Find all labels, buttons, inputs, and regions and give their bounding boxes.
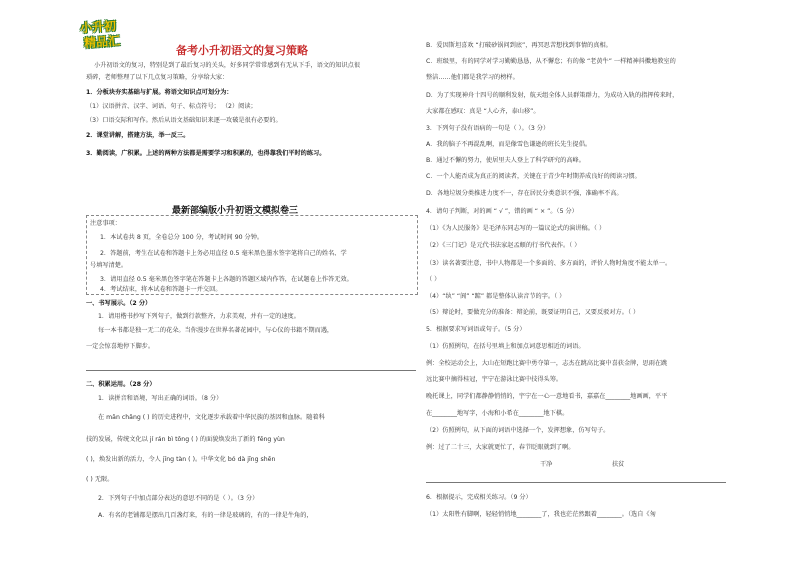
section-1-line: 每一本书都是独一无二的花朵。当你漫步在世界名著花园中，与心仪的书籍不期而遇， bbox=[98, 327, 334, 334]
strategy-item: 1．分板块夯实基础与扩展。将语文知识点可划分为： bbox=[86, 89, 233, 96]
notice-line: 1．本试卷共 8 页，全卷总分 100 分，考试时间 90 分钟。 bbox=[100, 234, 264, 241]
question-2: 2．下列句子中加点部分表达的意思不同的是（ ）。（3 分） bbox=[98, 495, 259, 502]
question-5-item: （1）仿照例句，在括号里填上和加点词意思相近的词语。 bbox=[426, 343, 585, 350]
strategy-item: （1）汉语拼音、汉字、词语、句子、标点符号； （2）阅读； bbox=[86, 103, 257, 110]
question-4-item: （4）“纨” “阆” “踮” 都是整体认读音节的字。（ ） bbox=[426, 293, 566, 300]
intro-line: 琐碎，老师整理了以下几点复习策略，分享给大家： bbox=[86, 74, 229, 81]
word-choice-2: 扶贫 bbox=[612, 461, 625, 468]
right-line: 整洁……他们都是我学习的榜样。 bbox=[426, 74, 519, 81]
logo-line-2: 精品汇 bbox=[83, 33, 121, 51]
right-line: 大家都在感叹：真是 “人心齐，泰山移”。 bbox=[426, 108, 540, 115]
strategy-title: 备考小升初语文的复习策略 bbox=[176, 44, 308, 57]
section-1-heading: 一、书写展示。（2 分） bbox=[86, 300, 152, 307]
logo-line-1: 小升初 bbox=[79, 18, 117, 36]
fill-line: 晚托课上，同学们都静静悄悄的，宇宁在一心一意地看书，嘉嘉在________地画画，平平 bbox=[426, 393, 668, 400]
notice-line: 号填写清楚。 bbox=[90, 262, 128, 269]
fill-line: 在________地写字，小海和小希在________地下棋。 bbox=[426, 410, 569, 417]
question-1-line: ( )，焕发出新的活力，令人 jīng tàn ( )。中华文化 bó dà jīng shēn bbox=[86, 456, 276, 463]
question-4-item: （1）《为人民服务》是毛泽东同志写的一篇议论式的演讲稿。（ ） bbox=[426, 225, 606, 232]
question-3-option: B．通过不懈的努力，使居里夫人登上了科学研究的高峰。 bbox=[426, 157, 585, 164]
question-5-item: （2）仿照例句，从下面的词语中选择一个，发挥想象，仿写句子。 bbox=[426, 427, 610, 434]
section-2-heading: 二、积累运用。（28 分） bbox=[86, 381, 156, 388]
question-3: 3．下列句子没有语病的一句是（ ）。（3 分） bbox=[426, 125, 550, 132]
word-choice-1: 干净 bbox=[540, 461, 553, 468]
question-6-item: （1）太阳牲有脚啊，轻轻悄悄地________了，我也茫茫然跟着________。（选自《匆 bbox=[426, 511, 656, 518]
writing-line[interactable] bbox=[426, 482, 726, 483]
question-1-line: 在 mān chǎng ( ) 的历史进程中，文化逐步承载着中华民族的基因和血脉。随着科 bbox=[98, 414, 325, 421]
right-line: C．班级里，有的同学对学习勤勤恳恳，从不懈怠；有的像 “老黄牛” 一样精神抖擞地教室的 bbox=[426, 58, 676, 65]
question-5: 5．根据要求写词语或句子。（5 分） bbox=[426, 326, 526, 333]
right-line: D．为了实现神舟十四号的顺利发射，航天组全体人员群策群力，为成功入轨的指挥传来时， bbox=[426, 92, 679, 99]
strategy-item: 2．课堂讲解，搭建方法，举一反三。 bbox=[86, 132, 190, 139]
question-1-line: 技的发展，传统文化以 jí rán bì tōng ( ) 的面貌焕发出了新的 fēng yùn bbox=[86, 436, 285, 443]
question-4-item: （3）读名著要注意，书中人物都是一个多面的、多方面的，评价人物时角度不能太单一。 bbox=[426, 260, 672, 267]
question-3-option: A．我的脑子不再混乱啊，而是像雪色谦逊的班长先生提倡。 bbox=[426, 141, 592, 148]
question-3-option: D．各地垃圾分类推进力度不一，存在居民分类意识不强，准确率不高。 bbox=[426, 190, 623, 197]
right-line: B．爱因斯坦喜欢 “打破砂锅问到底”，再冥思苦想找到事情的真相。 bbox=[426, 42, 612, 49]
intro-line: 小升初语文的复习，特别是到了最后复习的关头，好多同学常常感到有无从下手，语文的知识点很 bbox=[94, 62, 361, 69]
example-line: 例：全校运动会上，大山在短跑比赛中勇夺第一，志杰在跳高比赛中喜获金牌，思雨在跳 bbox=[426, 360, 668, 367]
strategy-item: （3）口语交际和写作。然后从语文基础知识来逐一攻破是很有必要的。 bbox=[86, 117, 282, 124]
question-2-option-a: A．有名的老铺都是摆出几百盏灯来，有的一律是玻璃的，有的一律是牛角的， bbox=[98, 512, 313, 519]
notice-line: 2．答题前，考生在试卷和答题卡上务必用直径 0.5 毫米黑色墨水签字笔将自己的姓名、学 bbox=[100, 250, 347, 257]
notice-line: 4．考试结束，将本试卷和答题卡一并交回。 bbox=[100, 286, 222, 293]
question-4: 4．请句子判断，对的画 “ √ ”，错的画 “ × ”。（5 分） bbox=[426, 208, 578, 215]
writing-line[interactable] bbox=[86, 370, 416, 371]
example-line: 远比赛中摘得桂冠，宇宁在游泳比赛中技得头筹。 bbox=[426, 376, 563, 383]
strategy-item: 3．勤阅读，广积累。上述的两种方法都是需要学习和积累的，也得靠我们平时的练习。 bbox=[86, 150, 326, 157]
question-4-item: （2）《三门记》是元代书法家赵孟頫的行书代表作。（ ） bbox=[426, 242, 581, 249]
question-3-option: C．一个人能否成为真正的阅读者，关键在于青少年时期养成良好的阅读习惯。 bbox=[426, 173, 641, 180]
question-1-line: ( ) 无限。 bbox=[86, 476, 114, 483]
question-4-item: （5）辩论时，要做充分的准备：辩论前，既要证明自己，又要反驳对方。（ ） bbox=[426, 309, 640, 316]
example-line: 例：过了二十三，大家就更忙了，春节眨眼就到了啊。 bbox=[426, 444, 575, 451]
question-1: 1．读拼音和语境，写出正确的词语。（8 分） bbox=[98, 395, 223, 402]
notice-line: 3．请用直径 0.5 毫米黑色签字笔在答题卡上各题的答题区域内作答，在试题卷上作答无效。 bbox=[100, 276, 353, 283]
question-6: 6．根据提示，完成相关练习。（9 分） bbox=[426, 494, 532, 501]
section-1-line: 1．请用楷书抄写下列句子，做到行款整齐，力求美观，并有一定的速度。 bbox=[98, 313, 300, 320]
question-4-item: （ ） bbox=[426, 276, 441, 283]
section-1-line: 一定会惊喜地停下脚步。 bbox=[86, 343, 155, 350]
exam-title: 最新部编版小升初语文模拟卷三 bbox=[172, 206, 299, 216]
brand-logo bbox=[74, 18, 154, 52]
notice-line: 注意事项： bbox=[90, 220, 121, 227]
